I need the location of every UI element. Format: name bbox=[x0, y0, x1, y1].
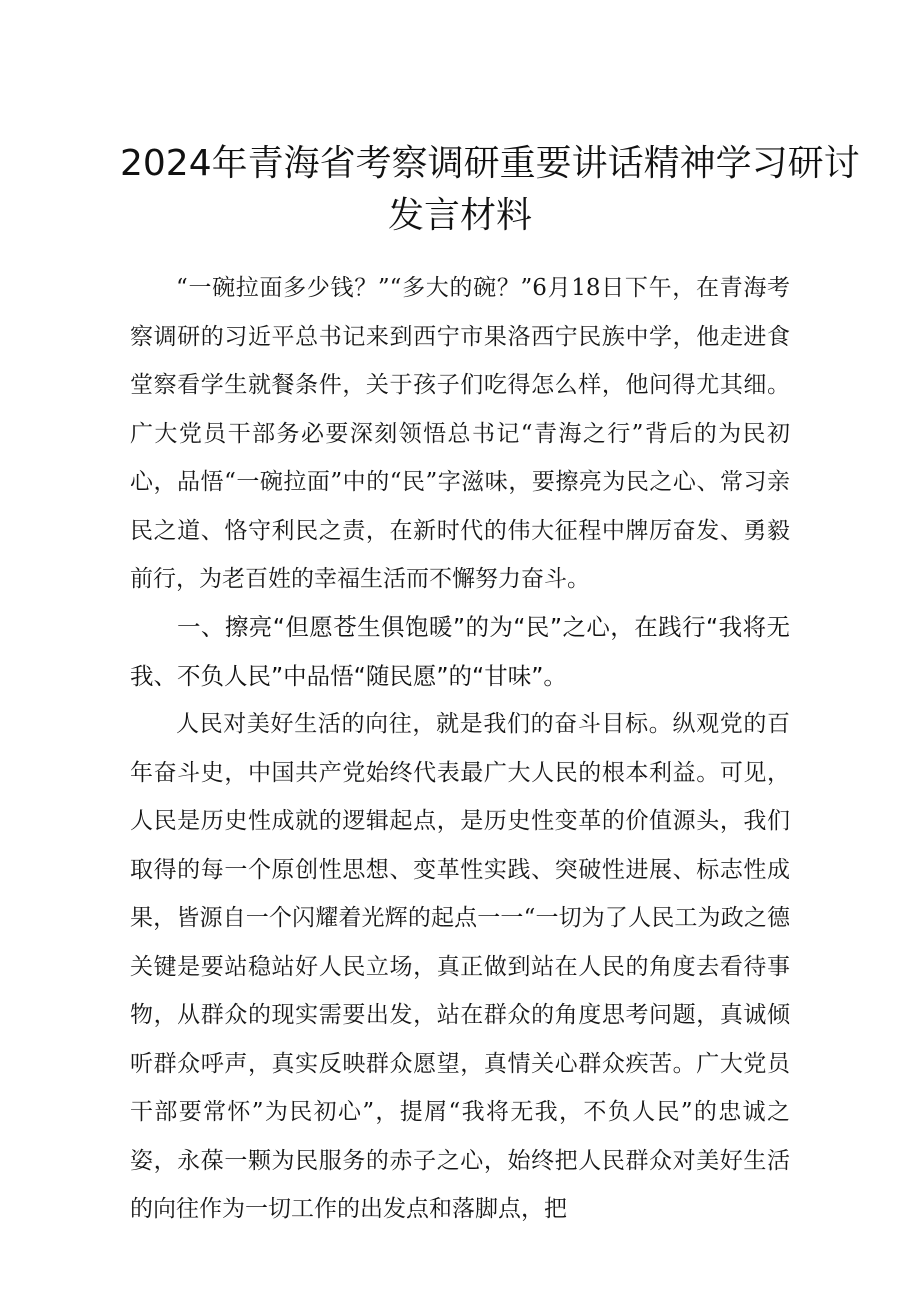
title-line-1: 2024年青海省考察调研重要讲话精神学习研讨 bbox=[120, 143, 860, 184]
paragraph-intro: “一碗拉面多少钱？”“多大的碗？”6月18日下午，在青海考察调研的习近平总书记来到西宁市果洛西宁民族中学，他走进食堂察看学生就餐条件，关于孩子们吃得怎么样，他问得尤其细。广大党员干部务必要深刻领悟总书记“青海之行”背后的为民初心，品悟“一碗拉面”中的“民”字滋味，要擦亮为民之心、常习亲民之道、恪守利民之责，在新时代的伟大征程中牌厉奋发、勇毅前行，为老百姓的幸福生活而不懈努力奋斗。 bbox=[130, 275, 790, 592]
section-heading-1: 一、擦亮“但愿苍生俱饱暖”的为“民”之心，在践行“我将无我、不负人民”中品悟“随民愿”的“甘味”。 bbox=[130, 613, 790, 690]
document-title bbox=[120, 138, 860, 242]
paragraph-section-1: 人民对美好生活的向往，就是我们的奋斗目标。纵观党的百年奋斗史，中国共产党始终代表最广大人民的根本利益。可见，人民是历史性成就的逻辑起点，是历史性变革的价值源头，我们取得的每一个原创性思想、变革性实践、突破性进展、标志性成果，皆源自一个闪耀着光辉的起点一一“一切为了人民工为政之德关键是要站稳站好人民立场，真正做到站在人民的角度去看待事物，从群众的现实需要出发，站在群众的角度思考问题，真诚倾听群众呼声，真实反映群众愿望，真情关心群众疾苦。广大党员干部要常怀”为民初心”，提屑“我将无我，不负人民”的忠诚之姿，永葆一颗为民服务的赤子之心，始终把人民群众对美好生活的向往作为一切工作的出发点和落脚点，把 bbox=[130, 711, 790, 1222]
title-line-2: 发言材料 bbox=[387, 195, 532, 236]
